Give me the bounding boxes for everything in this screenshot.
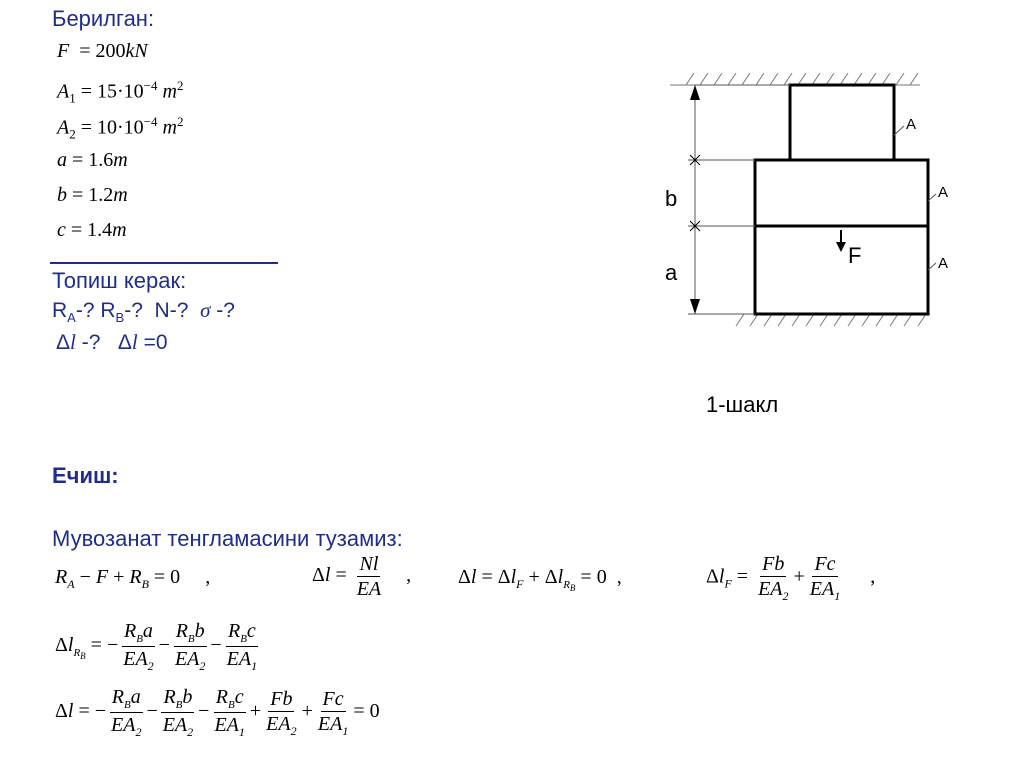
given-b: b = 1.2m [57, 184, 128, 206]
bar-middle-segment [755, 160, 928, 226]
figure-caption: 1-шакл [706, 392, 779, 417]
dim-arrow-top [690, 85, 700, 100]
total-elongation-equation: Δl = − $\frac{R_Ba}{EA_2}$ − $\frac{R_Bb}{EA_2}$ − $\frac{R_Bc}{EA_1}$ + $\frac{Fb}{EA_2}$ + $\frac{Fc}{EA_1}$ = 0 [55, 686, 380, 740]
dim-label-a: a [665, 260, 678, 285]
divider-rule [50, 262, 278, 264]
given-c: c = 1.4m [57, 219, 127, 241]
force-label: F [848, 243, 862, 268]
find-title: Топиш керак: [52, 268, 187, 293]
given-area-1: $A_1 = 15\cdot 10^{-4}$ $m^2$ [57, 78, 184, 106]
reaction-elongation-equation: $\Delta l_{R_B}$ = − $\frac{R_Ba}{EA_2}$ − $\frac{R_Bb}{EA_2}$ − $\frac{R_Bc}{EA_1}$ [55, 620, 258, 674]
given-area-2: $A_2 = 10\cdot 10^{-4}$ $m^2$ [57, 114, 184, 142]
solution-title: Ечиш: [52, 463, 119, 488]
given-force: F = 200kN [57, 40, 148, 62]
equilibrium-equation: $R_A - F + R_B = 0$ , [55, 566, 211, 591]
area-label-upper: A [906, 116, 917, 133]
find-delta: Δl -? Δl =0 [56, 330, 168, 354]
find-unknowns: $R_A-$? $R_B-$? N-? σ -? [52, 298, 235, 326]
area-label-middle: A [938, 184, 949, 201]
solution-subtitle: Мувозанат тенгламасини тузамиз: [52, 526, 403, 551]
area-leaders [894, 126, 936, 270]
compatibility-equation: $\Delta l = \Delta l_F + \Delta l_{R_B} = 0$ , [458, 566, 622, 594]
hooke-law-equation: Δl = $\frac{Nl}{EA}$ , [312, 553, 412, 600]
bottom-support [710, 314, 930, 326]
dimension-line [688, 85, 790, 314]
top-support [670, 73, 920, 85]
force-arrow-head [836, 242, 846, 252]
area-label-lower: A [938, 255, 949, 272]
given-a: a = 1.6m [57, 149, 128, 171]
force-elongation-equation: $\Delta l_F$ = $\frac{Fb}{EA_2}$ + $\frac{Fc}{EA_1}$ , [706, 553, 876, 603]
given-title: Берилган: [52, 6, 155, 31]
bar-upper-segment [790, 85, 894, 160]
dim-arrow-bottom [690, 299, 700, 314]
dim-label-b: b [665, 186, 678, 211]
bar-diagram [630, 60, 960, 420]
